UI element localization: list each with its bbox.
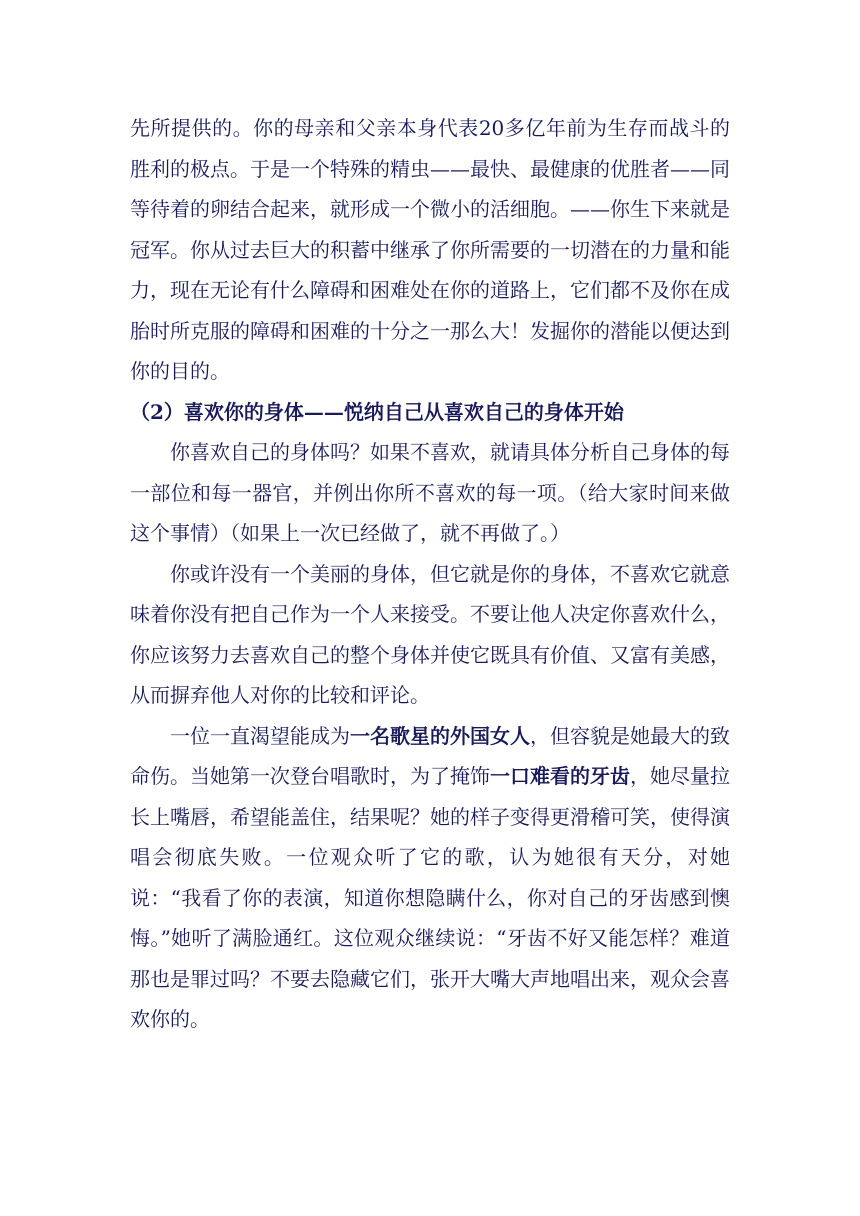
section-heading: （2）喜欢你的身体——悦纳自己从喜欢自己的身体开始 xyxy=(130,399,624,424)
story-bold-teeth: 一口难看的牙齿 xyxy=(490,764,630,788)
paragraph-birth-champion: 先所提供的。你的母亲和父亲本身代表20多亿年前为生存而战斗的胜利的极点。于是一个特殊的精虫——最快、最健康的优胜者——同等待着的卵结合起来，就形成一个微小的活细胞。——你生下来就是冠军。你从过去巨大的积蓄中继承了你所需要的一切潜在的力量和能力，现在无论有什么障碍和困难处在你的道路上，它们都不及你在成胎时所克服的障碍和困难的十分之一那么大！发掘你的潜能以便达到你的目的。 xyxy=(130,116,730,383)
story-text-part2: ，但容貌是她最大的致命伤。当她第一次登台唱歌时，为了掩饰 xyxy=(130,723,730,788)
document-body xyxy=(130,108,730,1040)
paragraph-accept-body: 你或许没有一个美丽的身体，但它就是你的身体，不喜欢它就意味着你没有把自己作为一个人来接受。不要让他人决定你喜欢什么，你应该努力去喜欢自己的整个身体并使它既具有价值、又富有美感，从而摒弃他人对你的比较和评论。 xyxy=(130,561,730,707)
story-bold-singer: 一名歌星的外国女人 xyxy=(350,723,530,748)
story-text-part1: 一位一直渴望能成为 xyxy=(170,723,350,748)
paragraph-singer-story xyxy=(130,716,730,1040)
paragraph-like-body-question: 你喜欢自己的身体吗？如果不喜欢，就请具体分析自己身体的每一部位和每一器官，并例出你所不喜欢的每一项。（给大家时间来做这个事情）（如果上一次已经做了，就不再做了。） xyxy=(130,440,730,545)
story-text-part3: ，她尽量拉长上嘴唇，希望能盖住，结果呢？她的样子变得更滑稽可笑，使得演唱会彻底失败。一位观众听了它的歌，认为她很有天分，对她说：“我看了你的表演，知道你想隐瞒什么，你对自己的牙齿感到懊悔。”她听了满脸通红。这位观众继续说：“牙齿不好又能怎样？难道那也是罪过吗？不要去隐藏它们，张开大嘴大声地唱出来，观众会喜欢你的。 xyxy=(130,764,730,1031)
